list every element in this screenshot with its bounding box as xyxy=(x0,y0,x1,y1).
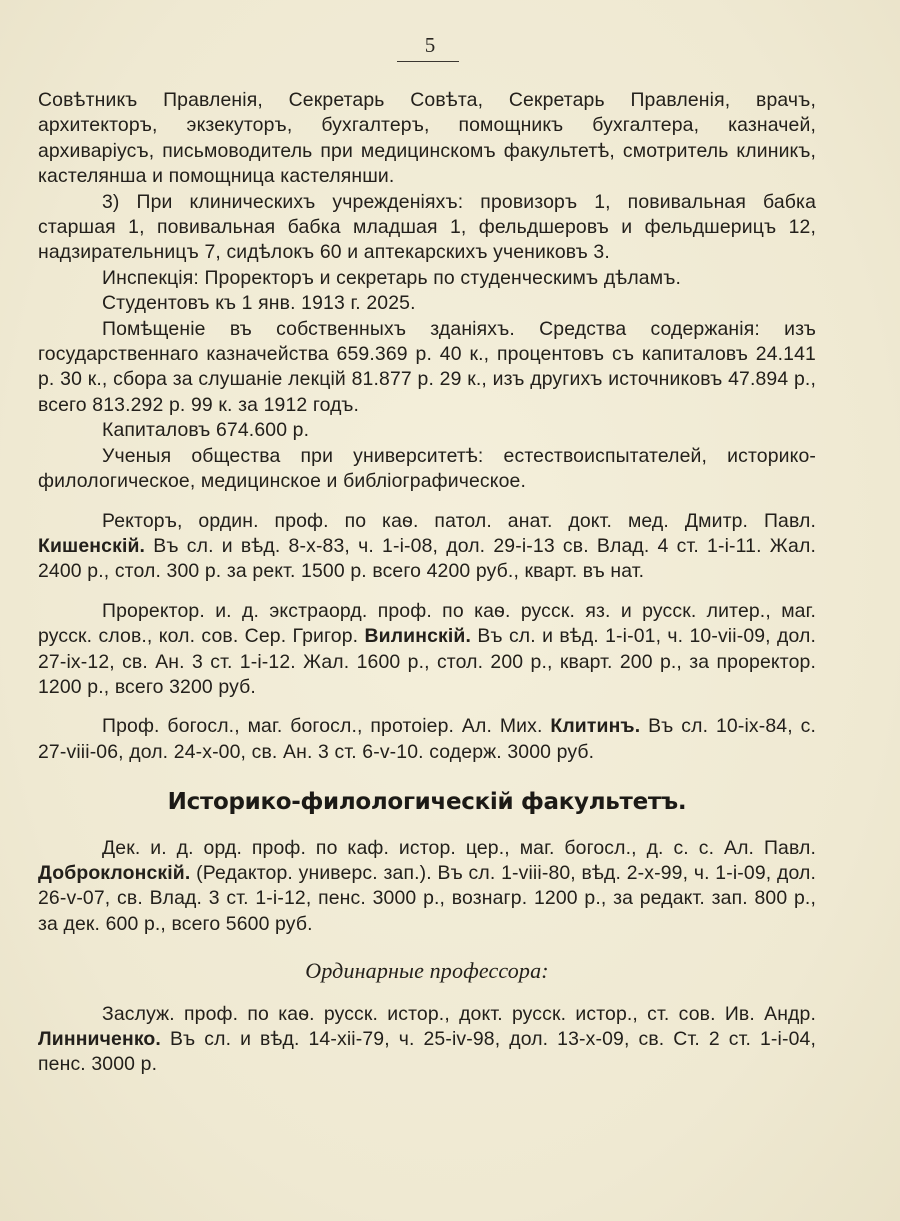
entry-theology-text: Проф. богосл., маг. богосл., протоіер. Ал. Мих. xyxy=(102,715,551,738)
paragraph-clinical-staff: 3) При клиническихъ учрежденіяхъ: провизоръ 1, повивальная бабка старшая 1, повивальная бабка младшая 1, фельдшеровъ и фельдшерицъ 12, надзирательницъ 7, сидѣлокъ 60 и аптекарскихъ учениковъ 3. xyxy=(38,190,816,264)
page-number-rule xyxy=(397,61,459,62)
entry-prorector-name: Вилинскій. xyxy=(364,625,472,648)
paragraph-students: Студентовъ къ 1 янв. 1913 г. 2025. xyxy=(102,292,416,315)
entry-rector-details: Въ сл. и вѣд. 8-x-83, ч. 1-i-08, дол. 29-i-13 св. Влад. 4 ст. 1-i-11. Жал. 2400 р., стол. 300 р. за рект. 1500 р. всего 4200 руб., кварт. въ нат. xyxy=(38,534,816,583)
entry-theology-name: Клитинъ. xyxy=(550,715,641,738)
entry-rector xyxy=(38,509,816,585)
ordinary-professors-heading: Ординарные профессора: xyxy=(305,958,549,984)
entry-prorector-details: Въ сл. и вѣд. 1-i-01, ч. 10-vii-09, дол. 27-ix-12, св. Ан. 3 ст. 1-i-12. Жал. 1600 р., стол. 200 р., кварт. 200 р., за проректор. 1200 р., всего 3200 руб. xyxy=(38,625,816,698)
entry-theology-details: Въ сл. 10-ix-84, с. 27-viii-06, дол. 24-x-00, св. Ан. 3 ст. 6-v-10. содерж. 3000 руб. xyxy=(38,715,816,763)
entry-professor-name: Линниченко. xyxy=(38,1028,161,1050)
page-body xyxy=(38,88,816,1078)
paragraph-inspection: Инспекція: Проректоръ и секретарь по студенческимъ дѣламъ. xyxy=(102,266,682,289)
entry-professor-text: Заслуж. проф. по каѳ. русск. истор., докт. русск. истор., ст. сов. Ив. Андр. xyxy=(102,1002,816,1025)
entry-dean-details: (Редактор. универс. зап.). Въ сл. 1-viii-80, вѣд. 2-x-99, ч. 1-i-09, дол. 26-v-07, св. Влад. 3 ст. 1-i-12, пенс. 3000 р., вознагр. 1200 р., за редакт. зап. 800 р., за дек. 600 р., всего 5600 руб. xyxy=(38,861,816,935)
entry-professor xyxy=(38,1002,816,1078)
entry-theology xyxy=(38,714,816,765)
paragraph-societies: Ученыя общества при университетѣ: естествоиспытателей, историко-филологическое, медицинское и библіографическое. xyxy=(38,444,816,493)
paragraph-capital: Капиталовъ 674.600 р. xyxy=(102,419,310,442)
entry-rector-text: Ректоръ, ордин. проф. по каѳ. патол. анат. докт. мед. Дмитр. Павл. xyxy=(102,509,816,532)
entry-dean xyxy=(38,836,816,938)
entry-prorector-text: Проректор. и. д. экстраорд. проф. по каѳ. русск. яз. и русск. литер., маг. русск. слов., кол. сов. Сер. Григор. xyxy=(38,599,816,648)
entry-rector-name: Кишенскій. xyxy=(38,534,146,557)
entry-professor-details: Въ сл. и вѣд. 14-xii-79, ч. 25-iv-98, дол. 13-x-09, св. Ст. 2 ст. 1-i-04, пенс. 3000 р. xyxy=(38,1028,816,1076)
faculty-heading: Историко-филологическій факультетъ. xyxy=(167,789,687,816)
paragraph-premises-funds: Помѣщеніе въ собственныхъ зданіяхъ. Средства содержанія: изъ государственнаго казначейства 659.369 р. 40 к., процентовъ съ капиталовъ 24.141 р. 30 к., сбора за слушаніе лекцій 81.877 р. 29 к., изъ другихъ источниковъ 47.894 р., всего 813.292 р. 99 к. за 1912 годъ. xyxy=(38,317,816,416)
entry-prorector xyxy=(38,599,816,701)
entry-dean-text: Дек. и. д. орд. проф. по каф. истор. цер., маг. богосл., д. с. с. Ал. Павл. xyxy=(102,836,816,859)
entry-dean-name: Доброклонскій. xyxy=(38,861,191,884)
page-number: 5 xyxy=(424,33,436,57)
paragraph-staff-list: Совѣтникъ Правленія, Секретарь Совѣта, Секретарь Правленія, врачъ, архитекторъ, экзекуторъ, бухгалтеръ, помощникъ бухгалтера, казначей, архиваріусъ, письмоводитель при медицинскомъ факультетѣ, смотритель клиникъ, кастелянша и помощница кастелянши. xyxy=(38,89,816,188)
